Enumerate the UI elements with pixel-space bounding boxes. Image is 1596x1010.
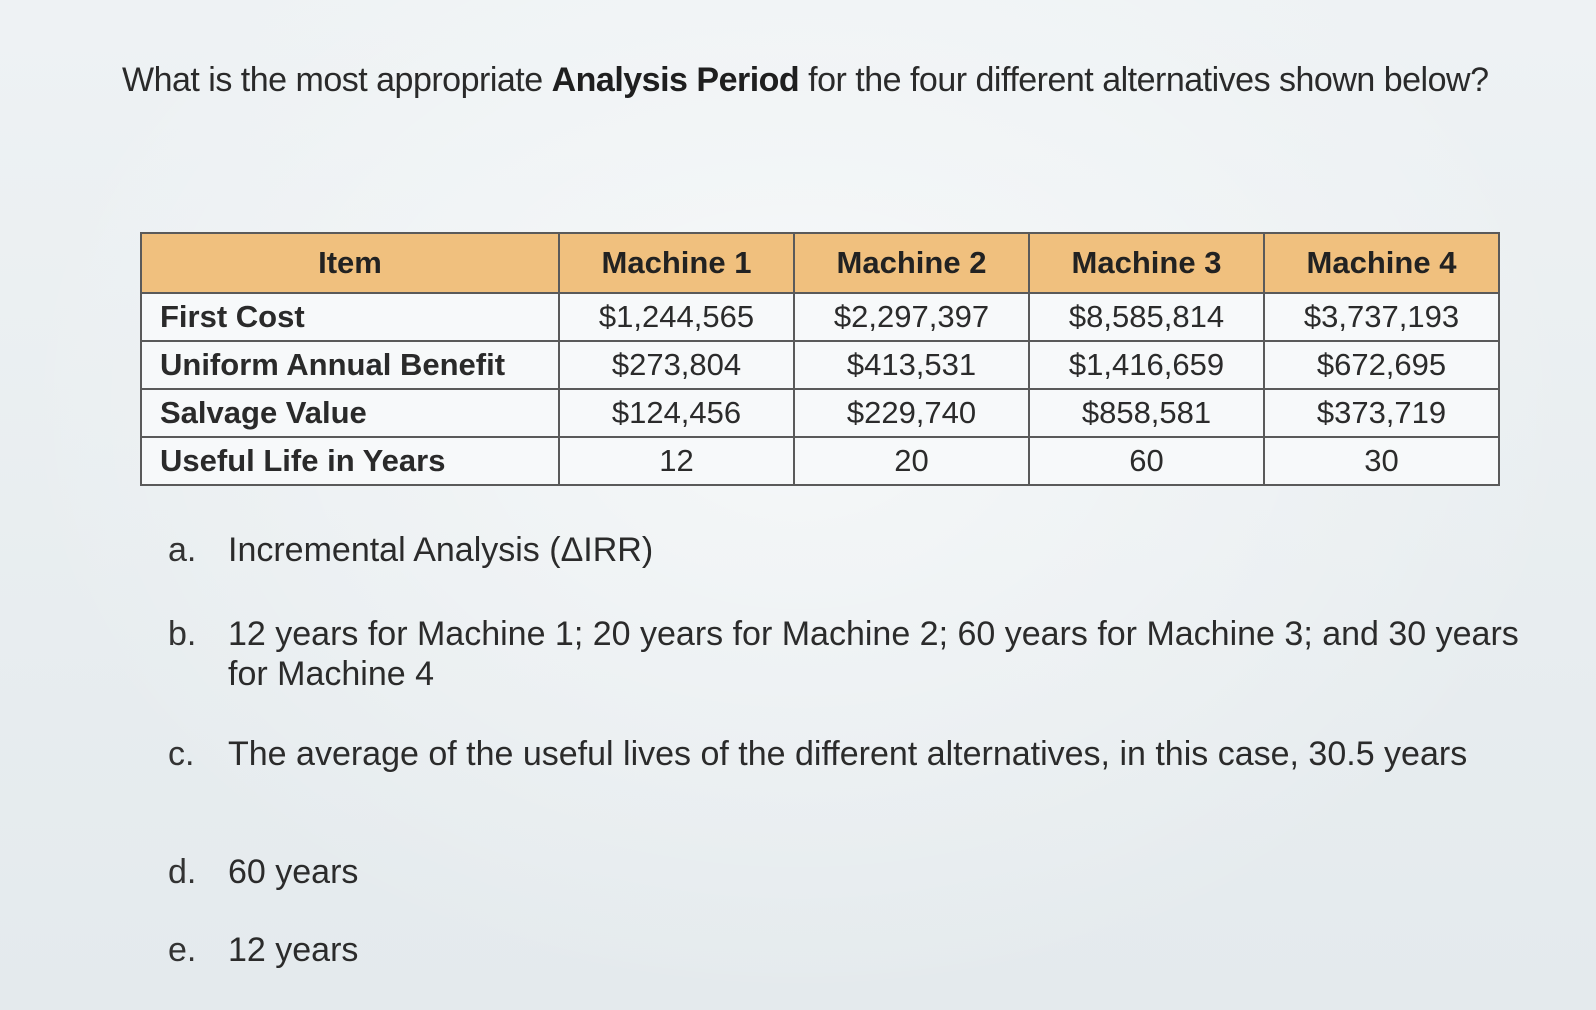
- table-row-useful-life: [141, 437, 1499, 485]
- header-machine-4: Machine 4: [1264, 233, 1499, 293]
- alternatives-table: [140, 232, 1500, 486]
- table-cell: $858,581: [1029, 389, 1264, 437]
- table-cell: 20: [794, 437, 1029, 485]
- row-label: Useful Life in Years: [141, 437, 559, 485]
- table-cell: 60: [1029, 437, 1264, 485]
- option-e[interactable]: [168, 930, 1528, 970]
- option-d[interactable]: [168, 852, 1528, 892]
- question-bold-term: Analysis Period: [551, 61, 800, 99]
- option-text: 60 years: [228, 853, 359, 891]
- table-cell: 30: [1264, 437, 1499, 485]
- option-text: 12 years for Machine 1; 20 years for Machine 2; 60 years for Machine 3; and 30 years for Machine 4: [228, 615, 1519, 693]
- table-row-salvage-value: [141, 389, 1499, 437]
- table-cell: $273,804: [559, 341, 794, 389]
- table-header-row: [141, 233, 1499, 293]
- table-cell: $2,297,397: [794, 293, 1029, 341]
- question-suffix: for the four different alternatives shown below?: [799, 61, 1489, 99]
- option-letter: c.: [168, 735, 195, 773]
- table-cell: $124,456: [559, 389, 794, 437]
- row-label: Salvage Value: [141, 389, 559, 437]
- header-machine-2: Machine 2: [794, 233, 1029, 293]
- table-cell: $229,740: [794, 389, 1029, 437]
- table-cell: $373,719: [1264, 389, 1499, 437]
- table-cell: $413,531: [794, 341, 1029, 389]
- option-letter: e.: [168, 931, 197, 969]
- question-text: [122, 58, 1522, 102]
- table-cell: $1,244,565: [559, 293, 794, 341]
- option-c[interactable]: [168, 734, 1528, 774]
- table-cell: $8,585,814: [1029, 293, 1264, 341]
- row-label: First Cost: [141, 293, 559, 341]
- option-letter: a.: [168, 531, 197, 569]
- table-cell: $3,737,193: [1264, 293, 1499, 341]
- header-machine-1: Machine 1: [559, 233, 794, 293]
- option-b[interactable]: [168, 614, 1528, 694]
- option-text: 12 years: [228, 931, 359, 969]
- table-cell: $1,416,659: [1029, 341, 1264, 389]
- question-prefix: What is the most appropriate: [122, 61, 552, 99]
- option-a[interactable]: [168, 530, 1528, 570]
- header-machine-3: Machine 3: [1029, 233, 1264, 293]
- option-letter: d.: [168, 853, 197, 891]
- option-text: The average of the useful lives of the different alternatives, in this case, 30.5 years: [228, 735, 1468, 773]
- option-text: Incremental Analysis (ΔIRR): [228, 531, 654, 569]
- table-row-first-cost: [141, 293, 1499, 341]
- option-letter: b.: [168, 615, 197, 653]
- table-cell: $672,695: [1264, 341, 1499, 389]
- header-item: Item: [141, 233, 559, 293]
- table-row-uniform-annual-benefit: [141, 341, 1499, 389]
- row-label: Uniform Annual Benefit: [141, 341, 559, 389]
- table-cell: 12: [559, 437, 794, 485]
